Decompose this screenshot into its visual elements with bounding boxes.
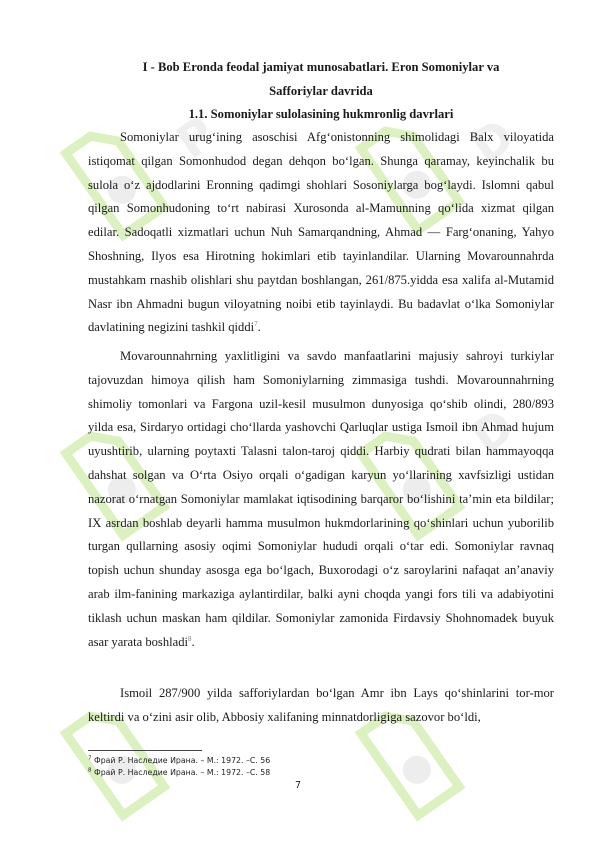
paragraph-text: Somoniylar urug‘ining asoschisi Afg‘onistonning shimolidagi Balx viloyatida istiqomat qilgan Somonhudod degan dehqon bo‘lgan. Shunga qaramay, keyinchalik bu sulola o‘z ajdodlarini Eronning qadimgi shohlari Sosoniylarga bog‘laydi. Islomni qabul qilgan Somonhudoning to‘rt nabirasi Xurosonda al-Mamunning qo‘lida xizmat qilgan edilar. Sadoqatli xizmatlari uchun Nuh Samarqandning, Ahmad — Farg‘onaning, Yahyo Shoshning, Ilyos esa Hirotning hokimlari etib tayinlandilar. Ularning Movarounnahrda mustahkam rnashib olishlari shu paytdan boshlangan, 261/875.yidda esa xalifa al-Mutamid Nasr ibn Ahmadni bugun viloyatning noibi etib tayinlaydi. Bu badavlat o‘lka Somoniylar davlatining negizini tashkil qiddi [88,130,554,335]
footnote-ref[interactable]: 7 [254,320,258,329]
footnote-number: 8 [88,767,92,774]
footnote-ref[interactable]: 8 [188,634,192,643]
footnote-text: Фрай Р. Наследие Ирана. – М.: 1972. –С. 56 [93,756,271,765]
section-title: 1.1. Somoniylar sulolasining hukmronlig davrlari [188,107,454,121]
paragraph-end: . [257,320,261,335]
svg-text:P: P [166,105,226,170]
page-number: 7 [294,780,302,791]
paragraph-text: Movarounnahrning yaxlitligini va savdo manfaatlarini majusiy sahroyi turkiylar tajovuzdan himoya qilish ham Somoniylarning zimmasiga tushdi. Movarounnahrning shimoliy tomonlari va Fargona uzil-kesil musulmon dunyosiga qo‘shib olindi, 280/893 yilda esa, Sirdaryo ortidagi cho‘llarda yashovchi Qarluqlar ustiga Ismoil ibn Ahmad hujum uyushtirib, ularning poytaxti Talasni talon-taroj qiddi. Harbiy qudrati bilan hammayoqqa dahshat solgan va O‘rta Osiyo orqali o‘gadigan karyun yo‘llarining xavfsizligi ustidan nazorat o‘rnatgan Somoniylar mamlakat iqtisodining barqaror bo‘lishini ta’min eta bildilar; IX asrdan boshlab deyarli hamma musulmon hukmdorlarining qo‘shinlari uchun yuborilib turgan qullarning asosiy oqimi Somoniylar hududi orqali o‘tar edi. Somoniylar ravnaq topish uchun shunday asosga ega bo‘lgach, Buxorodagi o‘z saroylarini nafaqat an’anaviy arab ilm-fanining markaziga aylantirdilar, balki ayni choqda yangi fors tili va adabiyotini tiklash uchun maskan ham qildilar. Somoniylar zamonida Firdavsiy Shohnomadek buyuk asar yarata boshladi [88,349,554,649]
paragraph-text: Ismoil 287/900 yilda safforiylardan bo‘lgan Amr ibn Lays qo‘shinlarini tor-mor keltirdi va o‘zini asir olib, Abbosiy xalifaning minnatdorligiga sazovor bo‘ldi, [88,686,554,724]
chapter-title-line2: Safforiylar davrida [269,84,373,98]
footnote-divider [88,750,202,751]
footnote [88,755,528,766]
footnote-text: Фрай Р. Наследие Ирана. – М.: 1972. –С. 58 [93,768,271,777]
svg-text:D: D [461,108,524,175]
body-paragraph [88,682,554,730]
chapter-title-line1: I - Bob Eronda feodal jamiyat munosabatlari. Eron Somoniylar va [142,60,500,74]
chapter-title [88,55,554,103]
svg-text:D: D [461,398,524,465]
body-paragraph [88,345,554,654]
paragraph-end: . [191,634,195,649]
body-paragraph [88,126,554,340]
footnote-number: 7 [88,755,92,762]
footnote [88,767,528,778]
